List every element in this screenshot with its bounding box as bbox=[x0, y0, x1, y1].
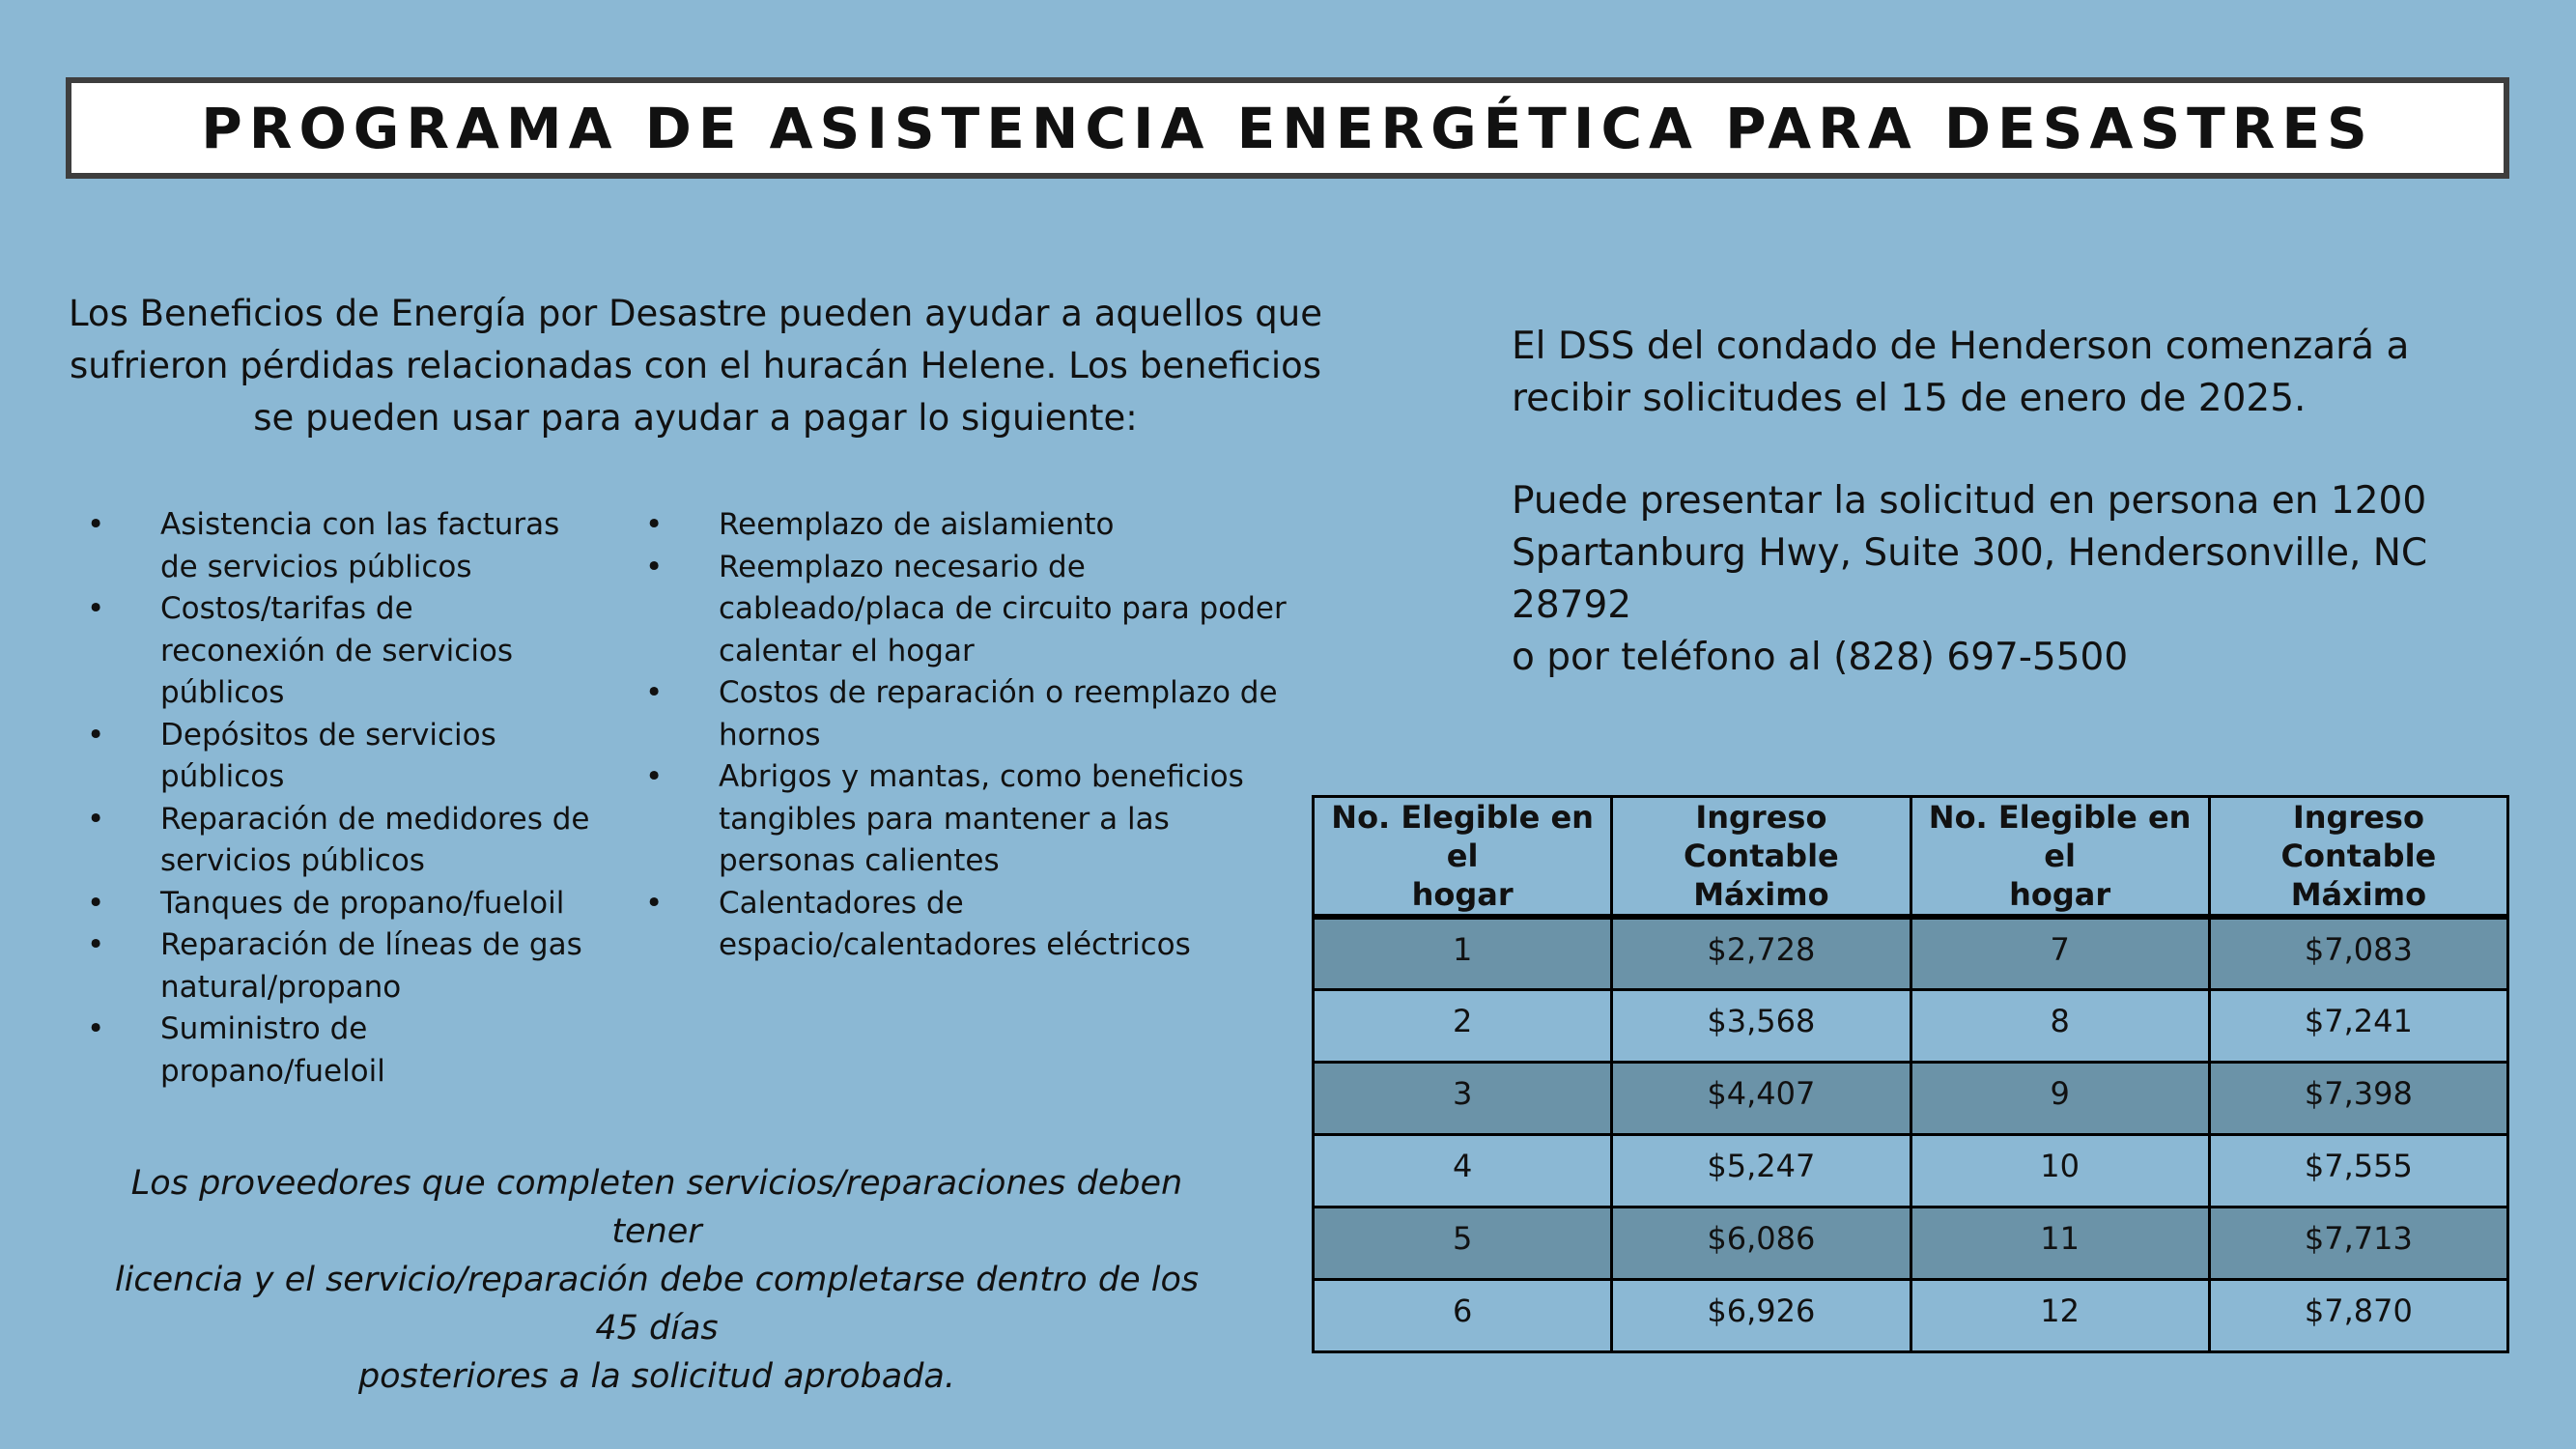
header-max-income: Ingreso Contable Máximo bbox=[1612, 797, 1911, 918]
list-item-text: reconexión de servicios bbox=[160, 633, 514, 668]
list-item bbox=[87, 504, 609, 588]
table-header-row bbox=[1314, 797, 2508, 918]
apply-line: Puede presentar la solicitud en persona en 1200 bbox=[1512, 479, 2427, 523]
intro-line: se pueden usar para ayudar a pagar lo siguiente: bbox=[253, 397, 1138, 439]
household-size-cell: 10 bbox=[1911, 1134, 2209, 1207]
note-line: licencia y el servicio/reparación debe completarse dentro de los 45 días bbox=[114, 1261, 1200, 1348]
phone-line: o por teléfono al (828) 697-5500 bbox=[1512, 636, 2129, 679]
max-income-cell: $6,086 bbox=[1612, 1207, 1911, 1279]
household-size-cell: 6 bbox=[1314, 1279, 1612, 1351]
list-item-text: cableado/placa de circuito para poder bbox=[719, 591, 1287, 626]
list-item-text: Costos/tarifas de bbox=[160, 591, 413, 626]
table-body bbox=[1314, 917, 2508, 1351]
application-info bbox=[1512, 475, 2477, 684]
max-income-cell: $7,083 bbox=[2209, 917, 2507, 989]
list-item-text: natural/propano bbox=[160, 969, 402, 1005]
household-size-cell: 7 bbox=[1911, 917, 2209, 989]
list-item-text: Asistencia con las facturas bbox=[160, 507, 560, 542]
household-size-cell: 4 bbox=[1314, 1134, 1612, 1207]
list-item-text: públicos bbox=[160, 675, 285, 710]
max-income-cell: $3,568 bbox=[1612, 989, 1911, 1062]
list-item bbox=[87, 924, 609, 1009]
header-household-size: No. Elegible en el hogar bbox=[1911, 797, 2209, 918]
dss-line: El DSS del condado de Henderson comenzará a bbox=[1512, 325, 2410, 368]
max-income-cell: $5,247 bbox=[1612, 1134, 1911, 1207]
list-item-text: Abrigos y mantas, como beneficios bbox=[719, 759, 1244, 794]
bullet-icon: • bbox=[87, 927, 105, 962]
table-row bbox=[1314, 1207, 2508, 1279]
table-row bbox=[1314, 989, 2508, 1062]
bullet-icon: • bbox=[87, 885, 105, 921]
bullet-icon: • bbox=[87, 591, 105, 626]
list-item-text: Reemplazo de aislamiento bbox=[719, 507, 1115, 542]
table-row bbox=[1314, 1134, 2508, 1207]
list-item-text: hornos bbox=[719, 717, 821, 753]
apply-line: Spartanburg Hwy, Suite 300, Hendersonville, NC bbox=[1512, 531, 2428, 575]
max-income-cell: $4,407 bbox=[1612, 1062, 1911, 1134]
benefits-list-left bbox=[87, 504, 609, 1093]
table-row bbox=[1314, 1062, 2508, 1134]
header-household-size: No. Elegible en el hogar bbox=[1314, 797, 1612, 918]
max-income-cell: $6,926 bbox=[1612, 1279, 1911, 1351]
bullet-icon: • bbox=[645, 759, 664, 794]
list-item bbox=[645, 756, 1312, 883]
household-size-cell: 3 bbox=[1314, 1062, 1612, 1134]
household-size-cell: 8 bbox=[1911, 989, 2209, 1062]
bullet-icon: • bbox=[645, 549, 664, 584]
max-income-cell: $7,398 bbox=[2209, 1062, 2507, 1134]
page-title: PROGRAMA DE ASISTENCIA ENERGÉTICA PARA DESASTRES bbox=[201, 95, 2374, 161]
bullet-icon: • bbox=[87, 801, 105, 837]
list-item-text: Reparación de líneas de gas bbox=[160, 927, 582, 962]
max-income-cell: $7,555 bbox=[2209, 1134, 2507, 1207]
benefits-list-right bbox=[645, 504, 1312, 967]
dss-line: recibir solicitudes el 15 de enero de 2025. bbox=[1512, 377, 2307, 420]
household-size-cell: 9 bbox=[1911, 1062, 2209, 1134]
title-banner bbox=[66, 77, 2509, 179]
table-row bbox=[1314, 917, 2508, 989]
list-item-text: de servicios públicos bbox=[160, 549, 472, 584]
list-item bbox=[645, 504, 1312, 547]
list-item-text: personas calientes bbox=[719, 843, 1000, 878]
list-item-text: Calentadores de bbox=[719, 885, 964, 921]
list-item bbox=[645, 547, 1312, 673]
household-size-cell: 1 bbox=[1314, 917, 1612, 989]
bullet-icon: • bbox=[87, 1011, 105, 1046]
household-size-cell: 2 bbox=[1314, 989, 1612, 1062]
intro-line: Los Beneficios de Energía por Desastre pueden ayudar a aquellos que bbox=[68, 293, 1323, 334]
bullet-icon: • bbox=[645, 885, 664, 921]
dss-announcement bbox=[1512, 321, 2477, 425]
intro-line: sufrieron pérdidas relacionadas con el huracán Helene. Los beneficios bbox=[69, 345, 1322, 386]
max-income-cell: $7,870 bbox=[2209, 1279, 2507, 1351]
max-income-cell: $7,241 bbox=[2209, 989, 2507, 1062]
note-line: posteriores a la solicitud aprobada. bbox=[357, 1357, 956, 1396]
household-size-cell: 5 bbox=[1314, 1207, 1612, 1279]
list-item-text: Tanques de propano/fueloil bbox=[160, 885, 565, 921]
list-item-text: tangibles para mantener a las bbox=[719, 801, 1170, 837]
list-item-text: propano/fueloil bbox=[160, 1053, 385, 1089]
list-item-text: servicios públicos bbox=[160, 843, 425, 878]
list-item-text: Reparación de medidores de bbox=[160, 801, 590, 837]
provider-note bbox=[101, 1159, 1212, 1401]
intro-paragraph bbox=[68, 288, 1323, 444]
list-item-text: Costos de reparación o reemplazo de bbox=[719, 675, 1278, 710]
list-item bbox=[87, 799, 609, 883]
list-item-text: espacio/calentadores eléctricos bbox=[719, 927, 1191, 962]
table-row bbox=[1314, 1279, 2508, 1351]
list-item-text: Reemplazo necesario de bbox=[719, 549, 1086, 584]
list-item bbox=[645, 883, 1312, 967]
max-income-cell: $2,728 bbox=[1612, 917, 1911, 989]
bullet-icon: • bbox=[645, 507, 664, 542]
household-size-cell: 11 bbox=[1911, 1207, 2209, 1279]
max-income-cell: $7,713 bbox=[2209, 1207, 2507, 1279]
list-item-text: públicos bbox=[160, 759, 285, 794]
note-line: Los proveedores que completen servicios/reparaciones deben tener bbox=[130, 1164, 1183, 1251]
bullet-icon: • bbox=[645, 675, 664, 710]
household-size-cell: 12 bbox=[1911, 1279, 2209, 1351]
list-item bbox=[87, 1009, 609, 1093]
list-item bbox=[87, 883, 609, 925]
list-item bbox=[87, 715, 609, 799]
bullet-icon: • bbox=[87, 507, 105, 542]
header-max-income: Ingreso Contable Máximo bbox=[2209, 797, 2507, 918]
list-item bbox=[87, 588, 609, 715]
list-item-text: Suministro de bbox=[160, 1011, 368, 1046]
list-item bbox=[645, 672, 1312, 756]
list-item-text: calentar el hogar bbox=[719, 633, 975, 668]
bullet-icon: • bbox=[87, 717, 105, 753]
apply-line: 28792 bbox=[1512, 583, 1632, 627]
income-limit-table bbox=[1312, 795, 2509, 1353]
list-item-text: Depósitos de servicios bbox=[160, 717, 496, 753]
